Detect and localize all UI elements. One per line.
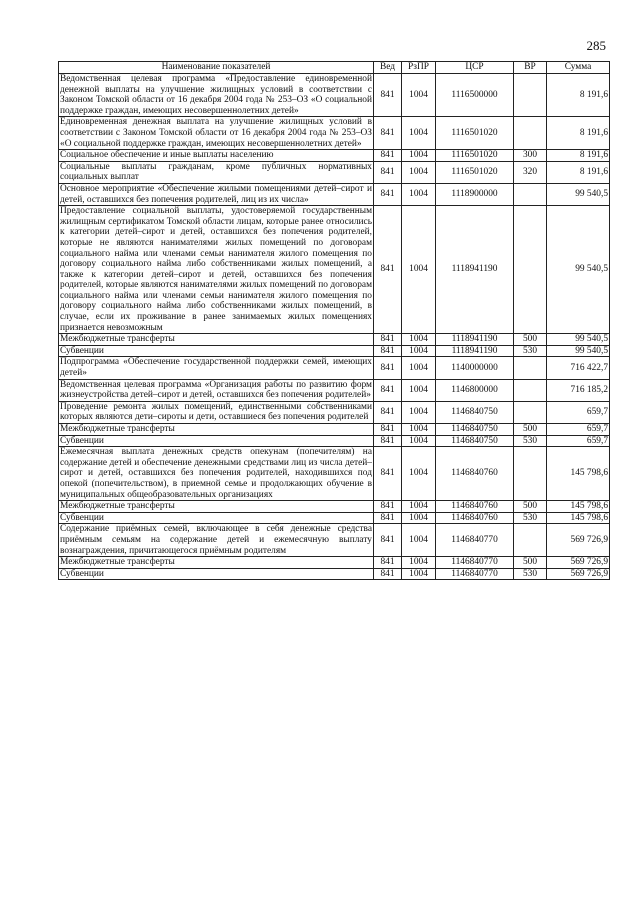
cell-name: Субвенции (59, 512, 374, 524)
cell-vr (514, 524, 547, 557)
cell-rzpr: 1004 (402, 183, 436, 205)
table-row (59, 74, 610, 117)
cell-vr: 320 (514, 161, 547, 183)
table-row (59, 334, 610, 346)
cell-csr: 1146840750 (436, 424, 514, 436)
cell-csr: 1146840760 (436, 447, 514, 501)
cell-rzpr: 1004 (402, 435, 436, 447)
cell-ved: 841 (374, 150, 402, 162)
cell-name: Ежемесячная выплата денежных средств опекунам (попечителям) на содержание детей и обеспечение денежными средствами лиц из числа детей–сирот и детей, оставшихся без попечения родителей, находившихся под опекой (попечительством), в приемной семье и продолжающих обучение в муниципальных общеобразовательных организациях (60, 447, 372, 500)
cell-sum: 8 191,6 (547, 117, 610, 150)
cell-sum: 716 422,7 (547, 357, 610, 379)
cell-ved: 841 (374, 183, 402, 205)
page-number: 285 (586, 38, 606, 53)
header-rzpr: РзПР (402, 62, 436, 74)
cell-vr (514, 74, 547, 117)
table-row (59, 435, 610, 447)
cell-rzpr: 1004 (402, 161, 436, 183)
cell-rzpr: 1004 (402, 357, 436, 379)
cell-vr (514, 379, 547, 401)
cell-rzpr: 1004 (402, 74, 436, 117)
cell-vr (514, 447, 547, 501)
cell-name: Субвенции (59, 568, 374, 580)
header-sum: Сумма (547, 62, 610, 74)
header-ved: Вед (374, 62, 402, 74)
cell-csr: 1146840770 (436, 524, 514, 557)
cell-sum: 8 191,6 (547, 161, 610, 183)
cell-name: Субвенции (59, 345, 374, 357)
cell-rzpr: 1004 (402, 150, 436, 162)
cell-csr: 1146840760 (436, 501, 514, 513)
cell-csr: 1118900000 (436, 183, 514, 205)
cell-name: Проведение ремонта жилых помещений, единственными собственниками которых являются дети–сироты и дети, оставшиеся без попечения родителей (60, 401, 372, 423)
table-row (59, 447, 610, 501)
cell-sum: 659,7 (547, 435, 610, 447)
cell-ved: 841 (374, 345, 402, 357)
cell-vr: 530 (514, 568, 547, 580)
cell-ved: 841 (374, 435, 402, 447)
cell-name: Межбюджетные трансферты (59, 334, 374, 346)
cell-vr (514, 206, 547, 334)
cell-sum: 569 726,9 (547, 557, 610, 569)
cell-csr: 1146840750 (436, 435, 514, 447)
cell-vr (514, 357, 547, 379)
cell-csr: 1116501020 (436, 117, 514, 150)
cell-sum: 145 798,6 (547, 501, 610, 513)
cell-name: Подпрограмма «Обеспечение государственной поддержки семей, имеющих детей» (60, 357, 372, 379)
cell-name: Субвенции (59, 435, 374, 447)
cell-vr: 530 (514, 435, 547, 447)
cell-rzpr: 1004 (402, 524, 436, 557)
table-row (59, 568, 610, 580)
cell-csr: 1140000000 (436, 357, 514, 379)
cell-rzpr: 1004 (402, 512, 436, 524)
cell-sum: 659,7 (547, 424, 610, 436)
cell-sum: 99 540,5 (547, 183, 610, 205)
cell-sum: 659,7 (547, 401, 610, 423)
cell-sum: 145 798,6 (547, 447, 610, 501)
cell-rzpr: 1004 (402, 501, 436, 513)
cell-csr: 1146840760 (436, 512, 514, 524)
cell-ved: 841 (374, 557, 402, 569)
cell-csr: 1146840750 (436, 401, 514, 423)
cell-vr (514, 401, 547, 423)
cell-sum: 145 798,6 (547, 512, 610, 524)
cell-csr: 1146800000 (436, 379, 514, 401)
cell-name: Предоставление социальной выплаты, удостоверяемой государственным жилищным сертификатом Томской области лицам, которые ранее относились к категории детей–сирот и детей, оставшихся без попечения родителей, которые не являются нанимателями жилых помещений по договорам социального найма или членами семьи нанимателя жилого помещения по договору социального найма либо собственниками жилых помещений, а также к категории детей–сирот и детей, оставшихся без попечения родителей, которые являются нанимателями жилых помещений по договорам социального найма или членами семьи нанимателя жилого помещения по договору социального найма либо собственниками жилых помещений, в случае, если их проживание в ранее занимаемых жилых помещениях признается невозможным (60, 206, 372, 333)
cell-rzpr: 1004 (402, 334, 436, 346)
header-name: Наименование показателей (59, 62, 374, 74)
cell-vr (514, 117, 547, 150)
cell-name: Межбюджетные трансферты (59, 557, 374, 569)
cell-rzpr: 1004 (402, 206, 436, 334)
table-row (59, 424, 610, 436)
cell-ved: 841 (374, 501, 402, 513)
cell-name: Межбюджетные трансферты (59, 501, 374, 513)
cell-ved: 841 (374, 74, 402, 117)
cell-ved: 841 (374, 117, 402, 150)
cell-ved: 841 (374, 447, 402, 501)
cell-sum: 99 540,5 (547, 334, 610, 346)
cell-csr: 1146840770 (436, 568, 514, 580)
cell-rzpr: 1004 (402, 117, 436, 150)
cell-sum: 569 726,9 (547, 524, 610, 557)
cell-ved: 841 (374, 401, 402, 423)
table-row (59, 401, 610, 423)
table-header-row (59, 62, 610, 74)
table-row (59, 557, 610, 569)
cell-vr: 530 (514, 345, 547, 357)
cell-name: Основное мероприятие «Обеспечение жилыми помещениями детей–сирот и детей, оставшихся без попечения родителей, лиц из их числа» (60, 183, 372, 205)
cell-name: Социальные выплаты гражданам, кроме публичных нормативных социальных выплат (60, 161, 372, 183)
cell-ved: 841 (374, 379, 402, 401)
cell-ved: 841 (374, 424, 402, 436)
cell-csr: 1118941190 (436, 334, 514, 346)
cell-name: Ведомственная целевая программа «Предоставление единовременной денежной выплаты на улучшение жилищных условий в соответствии с Законом Томской области от 16 декабря 2004 года № 253–ОЗ «О социальной поддержке граждан, имеющих несовершеннолетних детей» (60, 74, 372, 116)
cell-name: Социальное обеспечение и иные выплаты населению (59, 150, 374, 162)
table-row (59, 183, 610, 205)
cell-rzpr: 1004 (402, 557, 436, 569)
cell-csr: 1116501020 (436, 150, 514, 162)
cell-ved: 841 (374, 206, 402, 334)
cell-sum: 99 540,5 (547, 345, 610, 357)
cell-ved: 841 (374, 357, 402, 379)
cell-rzpr: 1004 (402, 447, 436, 501)
cell-sum: 569 726,9 (547, 568, 610, 580)
table-row (59, 524, 610, 557)
table-row (59, 379, 610, 401)
cell-ved: 841 (374, 334, 402, 346)
table-row (59, 357, 610, 379)
table-row (59, 117, 610, 150)
cell-csr: 1118941190 (436, 345, 514, 357)
cell-ved: 841 (374, 161, 402, 183)
header-vr: ВР (514, 62, 547, 74)
cell-ved: 841 (374, 568, 402, 580)
cell-vr: 530 (514, 512, 547, 524)
cell-rzpr: 1004 (402, 568, 436, 580)
cell-name: Содержание приёмных семей, включающее в себя денежные средства приёмным семьям на содержание детей и ежемесячную выплату вознаграждения, причитающегося приёмным родителям (60, 524, 372, 556)
table-row (59, 512, 610, 524)
cell-csr: 1146840770 (436, 557, 514, 569)
cell-vr: 500 (514, 557, 547, 569)
cell-rzpr: 1004 (402, 345, 436, 357)
table-row (59, 150, 610, 162)
cell-csr: 1116500000 (436, 74, 514, 117)
table-row (59, 345, 610, 357)
cell-sum: 99 540,5 (547, 206, 610, 334)
budget-table (58, 61, 610, 580)
cell-vr: 300 (514, 150, 547, 162)
cell-name: Межбюджетные трансферты (59, 424, 374, 436)
cell-rzpr: 1004 (402, 379, 436, 401)
cell-sum: 8 191,6 (547, 74, 610, 117)
cell-csr: 1118941190 (436, 206, 514, 334)
cell-csr: 1116501020 (436, 161, 514, 183)
cell-sum: 716 185,2 (547, 379, 610, 401)
table-row (59, 206, 610, 334)
cell-name: Ведомственная целевая программа «Организация работы по развитию форм жизнеустройства детей–сирот и детей, оставшихся без попечения родителей» (60, 379, 372, 401)
cell-ved: 841 (374, 512, 402, 524)
cell-rzpr: 1004 (402, 401, 436, 423)
table-row (59, 161, 610, 183)
cell-vr: 500 (514, 501, 547, 513)
cell-sum: 8 191,6 (547, 150, 610, 162)
cell-name: Единовременная денежная выплата на улучшение жилищных условий в соответствии с Законом Томской области от 16 декабря 2004 года № 253–ОЗ «О социальной поддержке граждан, имеющих несовершеннолетних детей» (60, 117, 372, 149)
cell-ved: 841 (374, 524, 402, 557)
header-csr: ЦСР (436, 62, 514, 74)
cell-rzpr: 1004 (402, 424, 436, 436)
cell-vr: 500 (514, 334, 547, 346)
cell-vr: 500 (514, 424, 547, 436)
cell-vr (514, 183, 547, 205)
table-row (59, 501, 610, 513)
